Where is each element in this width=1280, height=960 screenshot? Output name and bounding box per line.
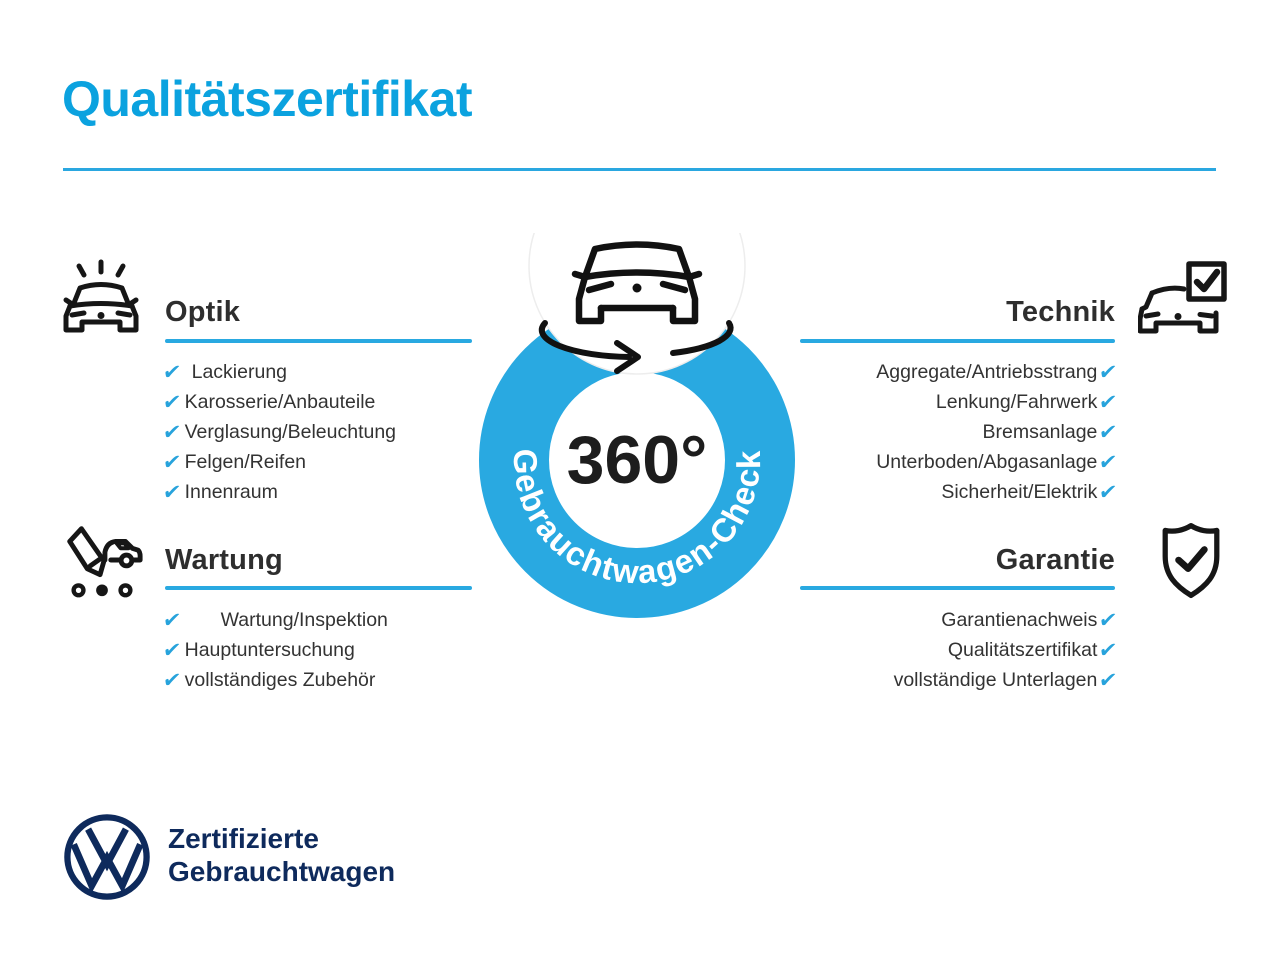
list-item: ✔ Wartung/Inspektion bbox=[161, 608, 388, 632]
brand-line-2: Gebrauchtwagen bbox=[168, 856, 396, 887]
check-icon: ✔ bbox=[1097, 450, 1119, 474]
section-rule-optik bbox=[165, 339, 472, 343]
list-item: Sicherheit/Elektrik ✔ bbox=[941, 480, 1119, 504]
list-item: ✔ Felgen/Reifen bbox=[161, 450, 307, 474]
pencil-van-icon bbox=[58, 516, 146, 604]
check-icon: ✔ bbox=[161, 608, 183, 632]
list-item: Bremsanlage ✔ bbox=[982, 420, 1119, 444]
car-front-shine-icon bbox=[56, 256, 146, 346]
check-icon: ✔ bbox=[1097, 420, 1119, 444]
list-item: ✔ Hauptuntersuchung bbox=[161, 638, 355, 662]
check-icon: ✔ bbox=[1097, 480, 1119, 504]
check-icon: ✔ bbox=[161, 638, 183, 662]
page-title: Qualitätszertifikat bbox=[62, 71, 473, 127]
check-icon: ✔ bbox=[161, 668, 183, 692]
wartung-check-list bbox=[163, 605, 493, 695]
section-title-optik: Optik bbox=[165, 296, 241, 328]
360-check-badge bbox=[455, 233, 825, 643]
section-title-technik: Technik bbox=[1006, 296, 1115, 328]
badge-degree-label: 360° bbox=[566, 422, 708, 498]
list-item: ✔ Lackierung bbox=[161, 360, 288, 384]
check-icon: ✔ bbox=[161, 420, 183, 444]
optik-check-list bbox=[163, 357, 493, 507]
title-divider bbox=[63, 168, 1216, 171]
list-item: Qualitätszertifikat ✔ bbox=[947, 638, 1119, 662]
check-icon: ✔ bbox=[161, 360, 183, 384]
brand-line-1: Zertifizierte bbox=[168, 823, 319, 854]
shield-check-icon bbox=[1148, 518, 1234, 604]
section-rule-wartung bbox=[165, 586, 472, 590]
list-item: Garantienachweis ✔ bbox=[941, 608, 1119, 632]
list-item: ✔ Karosserie/Anbauteile bbox=[161, 390, 376, 414]
check-icon: ✔ bbox=[1097, 668, 1119, 692]
list-item: Lenkung/Fahrwerk ✔ bbox=[935, 390, 1119, 414]
badge-ring-label: Gebrauchtwagen-Check bbox=[506, 448, 768, 591]
check-icon: ✔ bbox=[1097, 638, 1119, 662]
check-icon: ✔ bbox=[1097, 360, 1119, 384]
list-item: ✔ Innenraum bbox=[161, 480, 278, 504]
check-icon: ✔ bbox=[161, 450, 183, 474]
list-item: Aggregate/Antriebsstrang ✔ bbox=[876, 360, 1119, 384]
section-title-wartung: Wartung bbox=[165, 544, 283, 576]
check-icon: ✔ bbox=[161, 480, 183, 504]
list-item: vollständige Unterlagen ✔ bbox=[893, 668, 1119, 692]
section-rule-garantie bbox=[800, 586, 1115, 590]
section-rule-technik bbox=[800, 339, 1115, 343]
brand-text bbox=[168, 822, 395, 888]
list-item: Unterboden/Abgasanlage ✔ bbox=[876, 450, 1119, 474]
check-icon: ✔ bbox=[1097, 390, 1119, 414]
vw-logo bbox=[62, 812, 152, 907]
list-item: ✔ Verglasung/Beleuchtung bbox=[161, 420, 397, 444]
check-icon: ✔ bbox=[161, 390, 183, 414]
section-title-garantie: Garantie bbox=[995, 544, 1115, 576]
check-icon: ✔ bbox=[1097, 608, 1119, 632]
car-checkbox-icon bbox=[1138, 257, 1228, 347]
list-item: ✔ vollständiges Zubehör bbox=[161, 668, 376, 692]
